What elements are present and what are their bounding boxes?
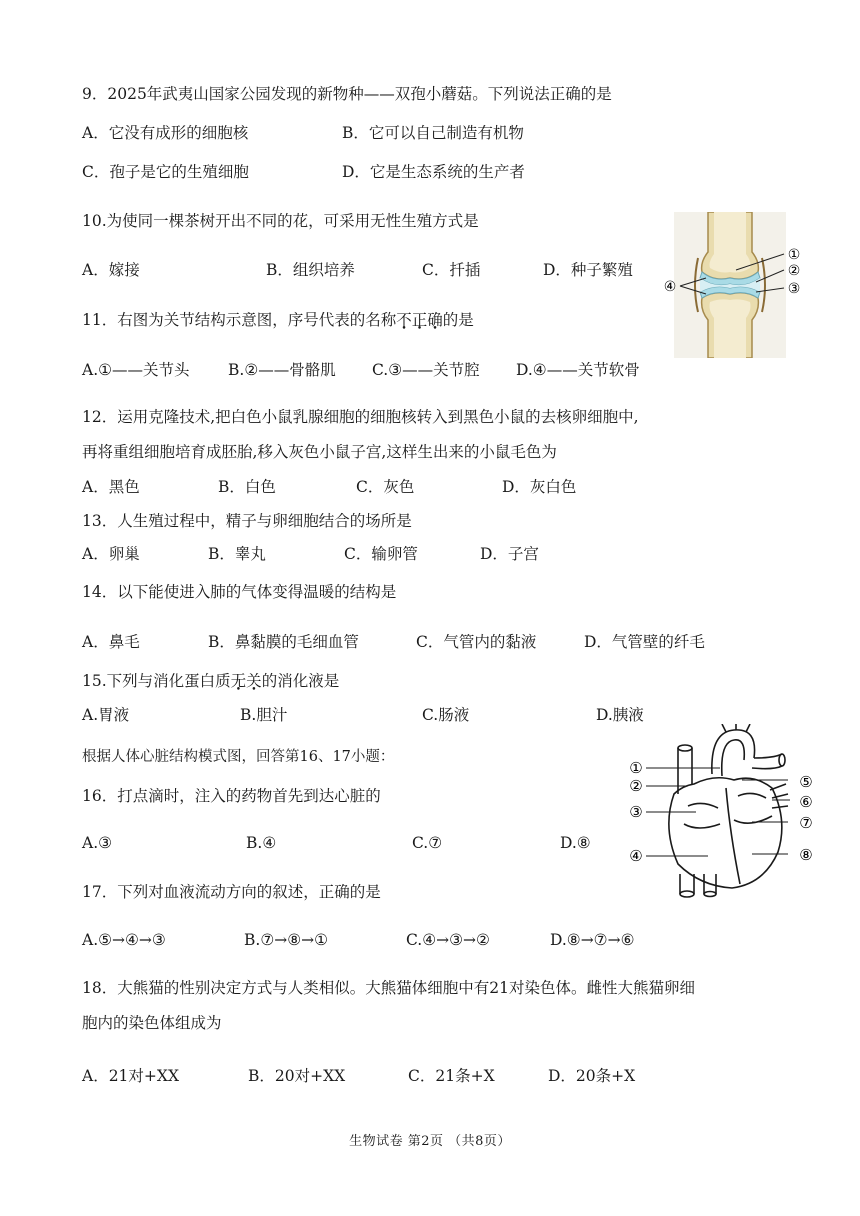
q12-option-d: D．灰白色: [502, 478, 577, 496]
heart-label-8: ⑧: [799, 846, 813, 864]
joint-label-2: ②: [787, 263, 801, 279]
q12-option-b: B．白色: [218, 478, 276, 496]
q10-option-c: C．扦插: [422, 261, 481, 279]
joint-label-3: ③: [787, 281, 801, 297]
q16-stem: 16．打点滴时，注入的药物首先到达心脏的: [82, 787, 381, 805]
q15-stem-pre: 15.下列与消化蛋白质: [82, 672, 231, 690]
q16-option-d: D.⑧: [560, 834, 591, 852]
q9-option-d: D．它是生态系统的生产者: [342, 163, 525, 181]
heart-label-6: ⑥: [799, 793, 813, 811]
q11-emphasis-1: 不: [396, 311, 412, 329]
q15-option-c: C.肠液: [422, 706, 470, 724]
q18-option-b: B．20对+XX: [248, 1067, 346, 1085]
q16-option-a: A.③: [82, 834, 113, 852]
joint-label-1: ①: [787, 247, 801, 263]
q13-option-d: D．子宫: [480, 545, 539, 563]
heart-label-7: ⑦: [799, 814, 813, 832]
q12-stem-line1: 12．运用克隆技术,把白色小鼠乳腺细胞的细胞核转入到黑色小鼠的去核卵细胞中,: [82, 408, 639, 426]
q10-option-a: A．嫁接: [82, 261, 140, 279]
q17-option-c: C.④→③→②: [406, 931, 490, 949]
page-footer: 生物试卷 第2页 （共8页）: [349, 1134, 511, 1149]
q10-option-d: D．种子繁殖: [543, 261, 633, 279]
q15-option-d: D.胰液: [596, 706, 644, 724]
q14-stem: 14．以下能使进入肺的气体变得温暖的结构是: [82, 583, 397, 601]
q15-option-a: A.胃液: [82, 706, 130, 724]
q16-option-c: C.⑦: [412, 834, 443, 852]
q11-stem-post: 的是: [442, 311, 474, 329]
q11-emphasis-3: 确: [427, 311, 443, 329]
q15-stem-post: 的消化液是: [261, 672, 340, 690]
q12-stem-line2: 再将重组细胞培育成胚胎,移入灰色小鼠子宫,这样生出来的小鼠毛色为: [82, 443, 557, 461]
q12-option-c: C．灰色: [356, 478, 415, 496]
q17-option-a: A.⑤→④→③: [82, 931, 166, 949]
heart-label-1: ①: [629, 759, 643, 777]
q13-stem: 13．人生殖过程中，精子与卵细胞结合的场所是: [82, 512, 412, 530]
q9-option-c: C．孢子是它的生殖细胞: [82, 163, 249, 181]
q10-stem: 10.为使同一棵茶树开出不同的花，可采用无性生殖方式是: [82, 212, 479, 230]
q13-option-a: A．卵巢: [82, 545, 140, 563]
q11-option-a: A.①——关节头: [82, 361, 190, 379]
q18-option-a: A．21对+XX: [82, 1067, 179, 1085]
q11-option-c: C.③——关节腔: [372, 361, 480, 379]
joint-label-4: ④: [663, 279, 677, 295]
q15-option-b: B.胆汁: [240, 706, 288, 724]
q14-option-d: D．气管壁的纤毛: [584, 633, 705, 651]
q13-option-b: B．睾丸: [208, 545, 266, 563]
q18-stem-line1: 18．大熊猫的性别决定方式与人类相似。大熊猫体细胞中有21对染色体。雌性大熊猫卵细: [82, 979, 695, 997]
q15-emphasis-1: 无: [230, 672, 247, 690]
q11-option-d: D.④——关节软骨: [516, 361, 640, 379]
q15-emphasis-2: 关: [246, 672, 262, 690]
q9-option-b: B．它可以自己制造有机物: [342, 124, 524, 142]
q16-option-b: B.④: [246, 834, 277, 852]
heart-label-3: ③: [629, 803, 643, 821]
q14-option-b: B．鼻黏膜的毛细血管: [208, 633, 359, 651]
q9-option-a: A．它没有成形的细胞核: [82, 124, 249, 142]
q17-stem: 17．下列对血液流动方向的叙述，正确的是: [82, 883, 381, 901]
q18-option-d: D．20条+X: [548, 1067, 636, 1085]
q18-option-c: C．21条+X: [408, 1067, 495, 1085]
q11-emphasis-2: 正: [411, 311, 428, 329]
q10-option-b: B．组织培养: [266, 261, 355, 279]
q14-option-c: C．气管内的黏液: [416, 633, 537, 651]
q17-option-d: D.⑧→⑦→⑥: [550, 931, 635, 949]
heart-label-2: ②: [629, 777, 643, 795]
q11-stem-pre: 11．右图为关节结构示意图，序号代表的名称: [82, 311, 397, 329]
heart-diagram: [622, 724, 820, 904]
q11-stem: [82, 310, 474, 330]
q9-stem: 9．2025年武夷山国家公园发现的新物种——双孢小蘑菇。下列说法正确的是: [82, 85, 612, 103]
q14-option-a: A．鼻毛: [82, 633, 140, 651]
heart-intro: 根据人体心脏结构模式图，回答第16、17小题：: [82, 749, 395, 765]
q15-stem: [82, 671, 339, 691]
q12-option-a: A．黑色: [82, 478, 140, 496]
heart-label-5: ⑤: [799, 773, 813, 791]
q13-option-c: C．输卵管: [344, 545, 418, 563]
q17-option-b: B.⑦→⑧→①: [244, 931, 328, 949]
q11-option-b: B.②——骨骼肌: [228, 361, 336, 379]
heart-label-4: ④: [629, 847, 643, 865]
joint-diagram: [656, 212, 806, 358]
q18-stem-line2: 胞内的染色体组成为: [82, 1014, 222, 1032]
